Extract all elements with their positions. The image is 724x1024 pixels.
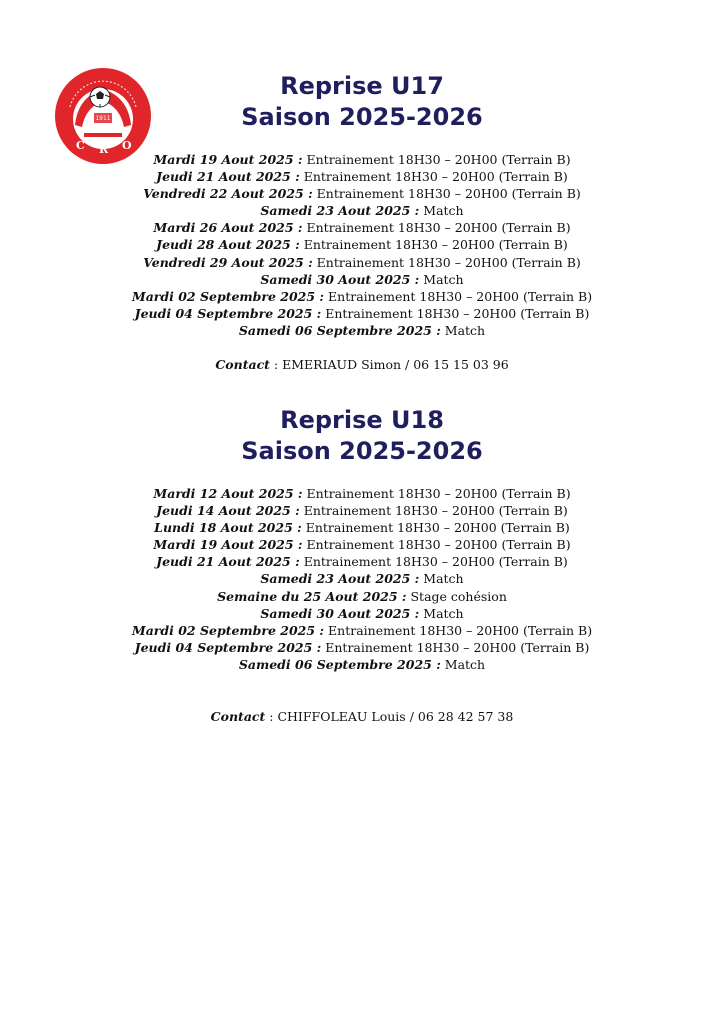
schedule-day: Samedi 06 Septembre 2025 :: [238, 656, 441, 672]
schedule-day: Vendredi 29 Aout 2025 :: [143, 254, 313, 270]
section-u17: [0, 71, 724, 373]
schedule-activity: Entrainement 18H30 – 20H00 (Terrain B): [302, 486, 571, 501]
schedule-activity: Entrainement 18H30 – 20H00 (Terrain B): [299, 554, 568, 570]
schedule-activity: Entrainement 18H30 – 20H00 (Terrain B): [312, 186, 581, 202]
schedule-day: Samedi 23 Aout 2025 :: [260, 203, 420, 219]
schedule-activity: Match: [419, 203, 464, 219]
svg-text:O: O: [122, 139, 132, 152]
season-title: Saison 2025-2026: [241, 103, 483, 131]
schedule-row: [0, 305, 724, 322]
schedule-activity: Entrainement 18H30 – 20H00 (Terrain B): [302, 152, 571, 167]
schedule-day: Jeudi 21 Aout 2025 :: [156, 554, 300, 570]
contact-label: Contact: [210, 709, 266, 725]
schedule-row: [0, 202, 724, 219]
section-title: Reprise U17: [280, 72, 444, 100]
schedule-day: Jeudi 14 Aout 2025 :: [156, 503, 300, 519]
schedule-row: [0, 570, 724, 587]
schedule-activity: Entrainement 18H30 – 20H00 (Terrain B): [312, 254, 581, 270]
schedule-row: [0, 236, 724, 253]
schedule-activity: Match: [440, 322, 486, 338]
section-title: Reprise U18: [280, 406, 444, 434]
schedule-activity: Match: [440, 656, 486, 672]
schedule-day: Mardi 02 Septembre 2025 :: [131, 288, 325, 304]
schedule-list: [0, 485, 724, 673]
schedule-row: [0, 519, 724, 536]
schedule-row: [0, 536, 724, 553]
schedule-row: [0, 639, 724, 656]
schedule-row: [0, 553, 724, 570]
schedule-day: Lundi 18 Aout 2025 :: [154, 520, 302, 536]
season-title: Saison 2025-2026: [241, 437, 483, 465]
svg-text:C: C: [76, 139, 85, 152]
schedule-activity: Entrainement 18H30 – 20H00 (Terrain B): [299, 237, 568, 253]
schedule-day: Mardi 26 Aout 2025 :: [153, 220, 303, 236]
schedule-activity: Entrainement 18H30 – 20H00 (Terrain B): [321, 305, 590, 321]
schedule-row: [0, 288, 724, 305]
schedule-day: Jeudi 21 Aout 2025 :: [156, 169, 300, 185]
schedule-day: Mardi 02 Septembre 2025 :: [131, 622, 325, 638]
contact-value: : EMERIAUD Simon / 06 15 15 03 96: [269, 357, 509, 373]
schedule-day: Jeudi 28 Aout 2025 :: [156, 237, 300, 253]
schedule-activity: Entrainement 18H30 – 20H00 (Terrain B): [321, 639, 590, 655]
schedule-day: Mardi 19 Aout 2025 :: [153, 152, 303, 167]
schedule-row: [0, 485, 724, 502]
schedule-row: [0, 185, 724, 202]
schedule-activity: Entrainement 18H30 – 20H00 (Terrain B): [324, 288, 593, 304]
schedule-list: [0, 151, 724, 339]
schedule-activity: Match: [419, 605, 464, 621]
contact-value: : CHIFFOLEAU Louis / 06 28 42 57 38: [265, 709, 514, 725]
schedule-day: Mardi 12 Aout 2025 :: [153, 486, 303, 501]
schedule-day: Samedi 30 Aout 2025 :: [260, 271, 420, 287]
schedule-activity: Entrainement 18H30 – 20H00 (Terrain B): [302, 537, 571, 553]
schedule-activity: Stage cohésion: [406, 588, 507, 604]
schedule-row: [0, 254, 724, 271]
svg-text:R: R: [99, 143, 109, 156]
schedule-activity: Entrainement 18H30 – 20H00 (Terrain B): [299, 503, 568, 519]
schedule-activity: Entrainement 18H30 – 20H00 (Terrain B): [301, 520, 570, 536]
schedule-activity: Match: [419, 571, 464, 587]
schedule-activity: Entrainement 18H30 – 20H00 (Terrain B): [302, 220, 571, 236]
schedule-activity: Entrainement 18H30 – 20H00 (Terrain B): [324, 622, 593, 638]
schedule-row: [0, 605, 724, 622]
schedule-day: Jeudi 04 Septembre 2025 :: [134, 639, 322, 655]
schedule-row: [0, 622, 724, 639]
contact-line: [0, 356, 724, 373]
schedule-row: [0, 656, 724, 673]
schedule-row: [0, 588, 724, 605]
schedule-activity: Entrainement 18H30 – 20H00 (Terrain B): [299, 169, 568, 185]
section-u18: [0, 405, 724, 725]
schedule-day: Samedi 06 Septembre 2025 :: [238, 322, 441, 338]
svg-text:1911: 1911: [95, 115, 111, 122]
schedule-row: [0, 322, 724, 339]
schedule-day: Samedi 30 Aout 2025 :: [260, 605, 420, 621]
schedule-row: [0, 168, 724, 185]
schedule-day: Jeudi 04 Septembre 2025 :: [134, 305, 322, 321]
contact-line: [0, 708, 724, 725]
schedule-row: [0, 271, 724, 288]
schedule-day: Semaine du 25 Aout 2025 :: [217, 588, 407, 604]
schedule-activity: Match: [419, 271, 464, 287]
schedule-day: Samedi 23 Aout 2025 :: [260, 571, 420, 587]
schedule-row: [0, 219, 724, 236]
schedule-day: Vendredi 22 Aout 2025 :: [143, 186, 313, 202]
schedule-row: [0, 151, 724, 168]
schedule-day: Mardi 19 Aout 2025 :: [153, 537, 303, 553]
contact-label: Contact: [215, 357, 270, 373]
schedule-row: [0, 502, 724, 519]
